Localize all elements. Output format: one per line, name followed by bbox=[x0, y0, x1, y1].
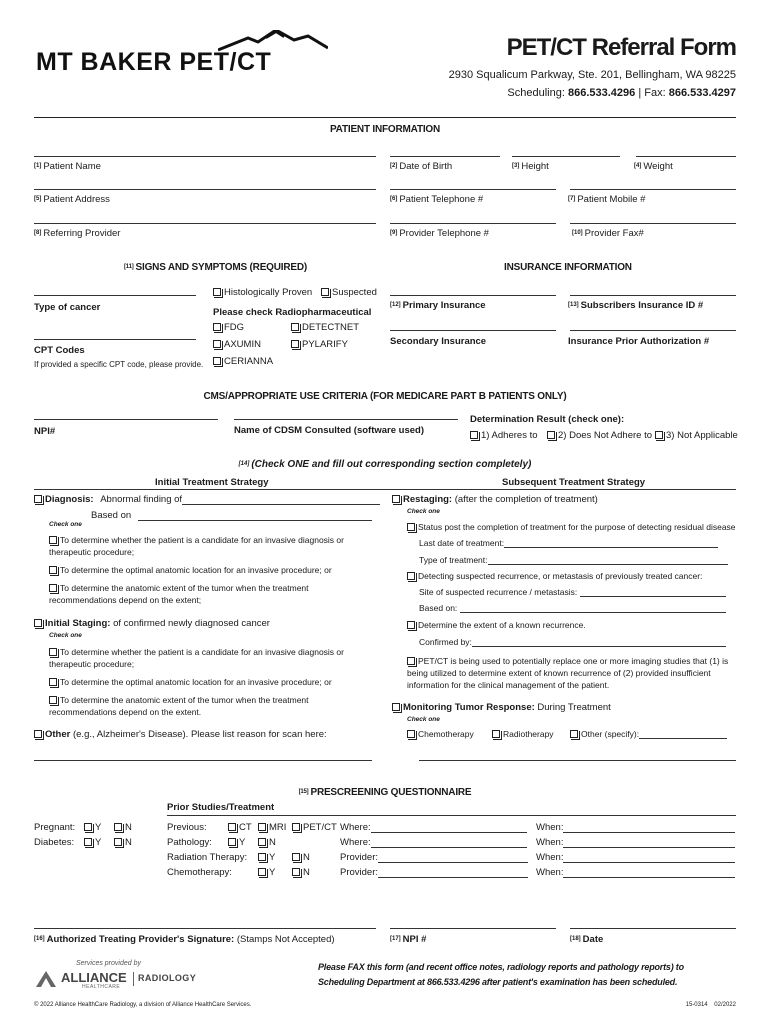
restaging-checkbox[interactable]: Restaging: (after the completion of treatment) bbox=[392, 494, 598, 505]
facility-address: 2930 Squalicum Parkway, Ste. 201, Bellingham, WA 98225 bbox=[448, 69, 736, 81]
restage-option-3[interactable]: Determine the extent of a known recurrence. bbox=[407, 620, 737, 630]
initial-strategy-title: Initial Treatment Strategy bbox=[155, 477, 269, 488]
check-one-label: Check one bbox=[49, 632, 82, 639]
npi-field[interactable] bbox=[34, 419, 218, 420]
check-one-label: Check one bbox=[49, 521, 82, 528]
primary-insurance-field[interactable] bbox=[390, 295, 556, 296]
radiotherapy-checkbox[interactable]: Radiotherapy bbox=[492, 729, 554, 739]
type-of-cancer-field[interactable] bbox=[34, 295, 196, 296]
cpt-codes-field[interactable] bbox=[34, 339, 196, 340]
insurance-title: INSURANCE INFORMATION bbox=[504, 262, 632, 273]
signature-field[interactable] bbox=[34, 928, 376, 929]
fax-note-2: Scheduling Department at 866.533.4296 after patient's examination has been scheduled. bbox=[318, 977, 678, 987]
cpt-note: If provided a specific CPT code, please provide. bbox=[34, 360, 204, 369]
type-of-treatment: Type of treatment: bbox=[419, 555, 728, 565]
pathology-n-checkbox[interactable]: N bbox=[258, 837, 276, 848]
fax-label: | Fax: bbox=[638, 87, 666, 99]
referring-provider-field[interactable] bbox=[34, 223, 376, 224]
previous-mri-checkbox[interactable]: MRI bbox=[258, 822, 286, 833]
axumin-checkbox[interactable]: AXUMIN bbox=[213, 339, 261, 350]
not-adhere-checkbox[interactable]: 2) Does Not Adhere to bbox=[547, 430, 652, 441]
cdsm-field[interactable] bbox=[234, 419, 458, 420]
subscriber-id-field[interactable] bbox=[570, 295, 736, 296]
histologically-proven-checkbox[interactable]: Histologically Proven bbox=[213, 287, 312, 298]
provider-fax-field[interactable] bbox=[570, 223, 736, 224]
radiology-text: RADIOLOGY bbox=[138, 973, 197, 983]
dob-label: [2] Date of Birth bbox=[390, 161, 453, 172]
npi-label: NPI# bbox=[34, 426, 56, 437]
signature-label: [16] Authorized Treating Provider's Signature: (Stamps Not Accepted) bbox=[34, 934, 335, 945]
secondary-insurance-field[interactable] bbox=[390, 330, 556, 331]
prior-auth-field[interactable] bbox=[570, 330, 736, 331]
height-field[interactable] bbox=[512, 156, 620, 157]
radiation-y-checkbox[interactable]: Y bbox=[258, 852, 275, 863]
pregnant-y-checkbox[interactable]: Y bbox=[84, 822, 101, 833]
referring-provider-label: [8] Referring Provider bbox=[34, 228, 121, 239]
confirmed-by: Confirmed by: bbox=[419, 637, 726, 647]
initial-staging-checkbox[interactable]: Initial Staging: of confirmed newly diagnosed cancer bbox=[34, 618, 270, 629]
monitoring-other-field[interactable] bbox=[419, 760, 736, 761]
staging-option-1[interactable]: To determine whether the patient is a candidate for an invasive diagnosis or therapeutic procedure; bbox=[49, 647, 344, 669]
height-label: [3] Height bbox=[512, 161, 549, 172]
scheduling-label: Scheduling: bbox=[507, 87, 565, 99]
prescreen-title: [15] PRESCREENING QUESTIONNAIRE bbox=[298, 787, 472, 798]
signs-title: [11] SIGNS AND SYMPTOMS (REQUIRED) bbox=[124, 262, 307, 273]
patient-name-field[interactable] bbox=[34, 156, 376, 157]
secondary-insurance-label: Secondary Insurance bbox=[390, 336, 487, 347]
patient-telephone-label: [6] Patient Telephone # bbox=[390, 194, 484, 205]
suspected-checkbox[interactable]: Suspected bbox=[321, 287, 377, 298]
strategy-instruction: [14] (Check ONE and fill out corresponding section completely) bbox=[238, 459, 532, 470]
diag-option-2[interactable]: To determine the optimal anatomic location for an invasive procedure; or bbox=[49, 565, 369, 575]
previous-label: Previous: bbox=[167, 822, 207, 833]
monitoring-checkbox[interactable]: Monitoring Tumor Response: During Treatment bbox=[392, 702, 611, 713]
when-field-3[interactable]: When: bbox=[536, 852, 735, 863]
diagnosis-checkbox[interactable]: Diagnosis: Abnormal finding of bbox=[34, 494, 380, 505]
determination-label: Determination Result (check one): bbox=[470, 414, 625, 425]
cerianna-checkbox[interactable]: CERIANNA bbox=[213, 356, 273, 367]
where-field-2[interactable]: Where: bbox=[340, 837, 527, 848]
form-title: PET/CT Referral Form bbox=[506, 34, 736, 61]
alliance-subtext: HEALTHCARE bbox=[82, 984, 121, 990]
when-field-1[interactable]: When: bbox=[536, 822, 735, 833]
type-of-cancer-label: Type of cancer bbox=[34, 302, 101, 313]
staging-option-2[interactable]: To determine the optimal anatomic location for an invasive procedure; or bbox=[49, 677, 369, 687]
not-applicable-checkbox[interactable]: 3) Not Applicable bbox=[655, 430, 738, 441]
header-divider bbox=[34, 117, 736, 118]
based-on-2: Based on: bbox=[419, 603, 726, 613]
chemotherapy-checkbox[interactable]: Chemotherapy bbox=[407, 729, 474, 739]
adheres-checkbox[interactable]: 1) Adheres to bbox=[470, 430, 538, 441]
chemo-n-checkbox[interactable]: N bbox=[292, 867, 310, 878]
date-label: [18] Date bbox=[570, 934, 604, 945]
pathology-y-checkbox[interactable]: Y bbox=[228, 837, 245, 848]
provider-field-2[interactable]: Provider: bbox=[340, 867, 528, 878]
logo bbox=[36, 30, 336, 78]
last-date-treatment: Last date of treatment: bbox=[419, 538, 718, 548]
radiopharmaceutical-title: Please check Radiopharmaceutical bbox=[213, 307, 372, 318]
scheduling-phone: 866.533.4296 bbox=[567, 87, 636, 99]
logo-text: MT BAKER PET/CT bbox=[36, 48, 272, 76]
provider-telephone-field[interactable] bbox=[390, 223, 556, 224]
radiation-n-checkbox[interactable]: N bbox=[292, 852, 310, 863]
staging-option-3[interactable]: To determine the anatomic extent of the tumor when the treatment recommendations depend on the extent. bbox=[49, 695, 309, 717]
based-on-label: Based on bbox=[91, 510, 372, 521]
patient-address-field[interactable] bbox=[34, 189, 376, 190]
provider-fax-label: [10] Provider Fax# bbox=[572, 228, 644, 239]
patient-telephone-field[interactable] bbox=[390, 189, 556, 190]
chemo-y-checkbox[interactable]: Y bbox=[258, 867, 275, 878]
pregnant-n-checkbox[interactable]: N bbox=[114, 822, 132, 833]
alliance-text: ALLIANCE bbox=[61, 970, 127, 985]
patient-mobile-field[interactable] bbox=[570, 189, 736, 190]
diag-option-1[interactable]: To determine whether the patient is a candidate for an invasive diagnosis or therapeutic procedure; bbox=[49, 535, 344, 557]
weight-field[interactable] bbox=[636, 156, 736, 157]
dob-field[interactable] bbox=[390, 156, 500, 157]
other-reason-field[interactable] bbox=[34, 760, 372, 761]
restage-option-1[interactable]: Status post the completion of treatment for the purpose of detecting residual disease bbox=[407, 522, 737, 532]
subsequent-strategy-title: Subsequent Treatment Strategy bbox=[502, 477, 646, 488]
patient-mobile-label: [7] Patient Mobile # bbox=[568, 194, 646, 205]
where-field-1[interactable]: Where: bbox=[340, 822, 527, 833]
patient-address-label: [5] Patient Address bbox=[34, 194, 110, 205]
alliance-logo-icon bbox=[34, 969, 58, 991]
alliance-logo bbox=[34, 969, 204, 991]
previous-petct-checkbox[interactable]: PET/CT bbox=[292, 822, 337, 833]
previous-ct-checkbox[interactable]: CT bbox=[228, 822, 252, 833]
restage-option-2[interactable]: Detecting suspected recurrence, or metastasis of previously treated cancer: bbox=[407, 571, 737, 581]
fax-note-1: Please FAX this form (and recent office notes, radiology reports and pathology reports) to bbox=[318, 962, 684, 972]
diabetes-label: Diabetes: bbox=[34, 837, 75, 848]
site-of-recurrence: Site of suspected recurrence / metastasis: bbox=[419, 587, 726, 597]
other-checkbox[interactable]: Other (e.g., Alzheimer's Disease). Please list reason for scan here: bbox=[34, 729, 327, 740]
when-field-4[interactable]: When: bbox=[536, 867, 735, 878]
fdg-checkbox[interactable]: FDG bbox=[213, 322, 244, 333]
provider-field-1[interactable]: Provider: bbox=[340, 852, 528, 863]
services-by-label: Services provided by bbox=[76, 960, 141, 967]
prior-auth-label: Insurance Prior Authorization # bbox=[568, 336, 710, 347]
check-one-label: Check one bbox=[407, 716, 440, 723]
detectnet-checkbox[interactable]: DETECTNET bbox=[291, 322, 359, 333]
diabetes-n-checkbox[interactable]: N bbox=[114, 837, 132, 848]
date-field[interactable] bbox=[570, 928, 736, 929]
other-specify-checkbox[interactable]: Other (specify): bbox=[570, 729, 727, 739]
restage-option-4[interactable]: PET/CT is being used to potentially replace one or more imaging studies that (1) is being utilized to determine extent of known recurrence of (2) provided insufficient information for the clinical management of the patient. bbox=[407, 656, 729, 690]
diag-option-3[interactable]: To determine the anatomic extent of the tumor when the treatment recommendations depend on the extent; bbox=[49, 583, 309, 605]
prior-studies-title: Prior Studies/Treatment bbox=[167, 802, 275, 813]
pathology-label: Pathology: bbox=[167, 837, 212, 848]
footer-npi-field[interactable] bbox=[390, 928, 556, 929]
cms-title: CMS/APPROPRIATE USE CRITERIA (FOR MEDICARE PART B PATIENTS ONLY) bbox=[203, 391, 567, 402]
check-one-label: Check one bbox=[407, 508, 440, 515]
footer-npi-label: [17] NPI # bbox=[390, 934, 427, 945]
cdsm-label: Name of CDSM Consulted (software used) bbox=[234, 425, 425, 436]
chemo-label: Chemotherapy: bbox=[167, 867, 232, 878]
weight-label: [4] Weight bbox=[634, 161, 673, 172]
form-code: 15-0314 02/2022 bbox=[685, 1002, 736, 1008]
patient-name-label: [1] Patient Name bbox=[34, 161, 101, 172]
cpt-codes-label: CPT Codes bbox=[34, 345, 85, 356]
contact-line bbox=[507, 87, 736, 99]
pregnant-label: Pregnant: bbox=[34, 822, 76, 833]
when-field-2[interactable]: When: bbox=[536, 837, 735, 848]
copyright: © 2022 Alliance HealthCare Radiology, a division of Alliance HealthCare Services. bbox=[34, 1002, 252, 1008]
subscriber-id-label: [13] Subscribers Insurance ID # bbox=[568, 300, 704, 311]
fax-phone: 866.533.4297 bbox=[668, 87, 736, 99]
radiation-label: Radiation Therapy: bbox=[167, 852, 248, 863]
diabetes-y-checkbox[interactable]: Y bbox=[84, 837, 101, 848]
patient-info-title: PATIENT INFORMATION bbox=[329, 124, 441, 135]
provider-telephone-label: [9] Provider Telephone # bbox=[390, 228, 489, 239]
pylarify-checkbox[interactable]: PYLARIFY bbox=[291, 339, 348, 350]
primary-insurance-label: [12] Primary Insurance bbox=[390, 300, 486, 311]
prior-studies-underline bbox=[167, 815, 736, 816]
strategy-divider bbox=[34, 489, 736, 490]
